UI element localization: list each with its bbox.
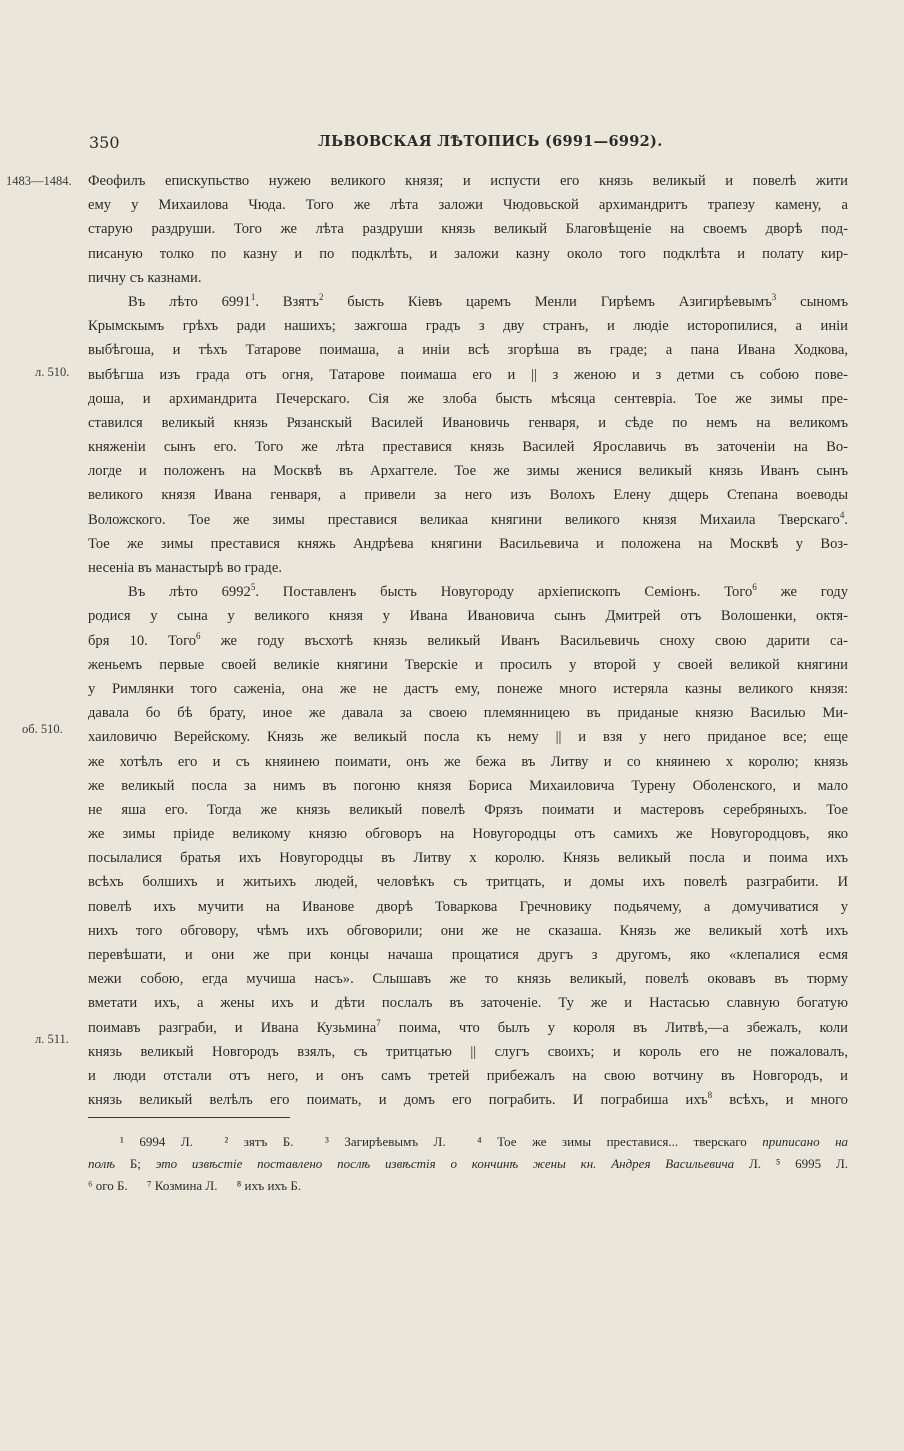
chronicle-text	[88, 169, 848, 1112]
text-line	[88, 1016, 848, 1040]
text-line: писаную толко по казну и по подклѣть, и заложи казну около того подклѣта и полату кир-	[88, 245, 848, 262]
text-line	[88, 290, 848, 314]
footnote: ⁵ 6995 Л.	[775, 1156, 849, 1171]
footnote-divider	[88, 1117, 290, 1118]
text-line: ставился великый князь Рязанскый Василей Ивановичь генваря, и сѣде по немъ на великомъ	[88, 414, 848, 431]
footnote-marker: 1	[250, 291, 256, 302]
text-span: же году въсхотѣ князь великый Иванъ Васильевичь сноху свою дарити са-	[200, 632, 848, 649]
margin-note-leaf: л. 510.	[35, 365, 70, 379]
text-line: же великый посла за нимъ въ погоню князя Бориса Михаиловича Турену Оболенского, и мало	[88, 777, 848, 794]
footnote: ⁷ Козмина Л.	[147, 1178, 218, 1193]
text-line: нихъ того обговору, чѣмъ ихъ обговорили; они же не сказаша. Князь же великый хотѣ ихъ	[88, 922, 848, 939]
text-line: перевѣшати, и они же при концы начаша прощатися другъ з другомъ, яко «клепалися есмя	[88, 947, 848, 963]
text-span: поимавъ разграби, и Ивана Кузьмина	[88, 1019, 377, 1036]
text-span: же году	[756, 584, 848, 601]
text-line: же зимы пріиде великому князю обговоръ на Новугородцы отъ самихъ же Новугородцовъ, яко	[88, 826, 848, 843]
text-span: .	[844, 511, 848, 528]
text-span: всѣхъ, и много	[712, 1092, 848, 1109]
text-line	[88, 580, 848, 604]
text-line: Феофилъ епискупьство нужею великого князя; и испусти его князь великый и повелѣ жити	[88, 173, 848, 189]
footnotes	[88, 1131, 848, 1197]
text-line: межи собою, егда мучиша насъ». Слышавъ же то князь великый, повелѣ оковавъ въ тюрму	[88, 971, 848, 988]
text-span: Въ лѣто 6992	[128, 584, 251, 601]
footnote: Б;	[129, 1156, 141, 1171]
text-line: доша, и архимандрита Печерскаго. Сія же злоба бысть мѣсяца сентевріа. Тое же зимы пре-	[88, 390, 848, 407]
footnote-marker: 3	[771, 291, 777, 302]
footnote-italic: полѣ	[88, 1156, 116, 1171]
text-line: несеніа въ манастырѣ во граде.	[88, 560, 282, 576]
footnote-marker: 6	[752, 582, 757, 593]
text-line: хаиловичю Верейскому. Князь же великый посла къ нему || и взя у него приданое все; еще	[88, 729, 848, 746]
text-line	[88, 508, 848, 532]
text-line: и люди отстали отъ него, и онъ самъ третей прибежалъ на свою вотчину въ Новгородъ, и	[88, 1067, 848, 1084]
footnote: ¹ 6994 Л.	[120, 1134, 193, 1149]
text-span: бысть Кіевъ царемъ Менли Гирѣемъ Азигирѣевымъ	[323, 293, 772, 310]
footnote-line	[88, 1153, 848, 1175]
footnote: ⁸ ихъ ихъ Б.	[236, 1178, 302, 1193]
text-line: же хотѣлъ его и съ княинею поимати, онъ же бежа въ Литву и со княинею х королю; князь	[88, 753, 848, 770]
text-line: вметати ихъ, а жены ихъ и дѣти послалъ въ заточеніе. Ту же и Настасью славную богатую	[88, 995, 848, 1012]
text-line: Тое же зимы преставися княжь Андрѣева княгини Васильевича и положена на Москвѣ у Воз-	[88, 535, 848, 552]
text-line: княженіи сынъ его. Того же лѣта преставися князь Василей Ярославичь въ заточеніи на Во-	[88, 439, 848, 456]
footnote-marker: 6	[196, 630, 201, 641]
footnote-line	[88, 1175, 848, 1197]
text-span: поима, что былъ у короля въ Литвѣ,—а збежалъ, коли	[380, 1019, 848, 1036]
footnote-italic: приписано на	[762, 1134, 849, 1149]
text-line: у Римлянки того саженіа, она же не дастъ ему, понеже много истеряла казны великого князя:	[88, 680, 848, 697]
text-line: давала бо бѣ брату, иное же давала за своею племянницею въ приданые князю Василью Ми-	[88, 705, 848, 722]
text-line: выбѣгоша, и тѣхъ Татарове поимаша, а иніи всѣ згорѣша въ граде; а пана Ивана Ходкова,	[88, 342, 848, 359]
page-header	[0, 133, 904, 155]
footnote-marker: 4	[839, 509, 845, 520]
footnote: Л.	[748, 1156, 762, 1171]
text-line: князь великый Новгородъ взялъ, съ тритцатью || слугъ своихъ; и король его не пожаловалъ,	[88, 1043, 848, 1060]
footnote: ² зятъ Б.	[224, 1134, 294, 1149]
footnote-italic: это извѣстіе поставлено послѣ извѣстія о кончинѣ жены кн. Андрея Васильевича	[155, 1156, 735, 1171]
footnote-marker: 2	[318, 291, 324, 302]
text-line: всѣхъ болшихъ и житьихъ людей, человѣкъ съ тритцать, и домы ихъ повелѣ разграбити. И	[88, 874, 848, 891]
text-line: великого князя Ивана генваря, а привели за него изъ Волохъ Елену дщерь Степана воеводы	[88, 487, 848, 504]
text-line: логде и положенъ на Москвѣ въ Архаггеле. Тое же зимы женися великый князь Иванъ сынъ	[88, 463, 848, 480]
text-span: бря 10. Того	[88, 632, 197, 649]
text-line: выбѣгша изъ града отъ огня, Татарове поимаша его и || з женою и з детми съ собою пове-	[88, 366, 848, 383]
text-span: . Взятъ	[255, 293, 319, 310]
text-line: повелѣ ихъ мучити на Иванове дворѣ Товаркова Гречновику подьячему, а домучиватися у	[88, 898, 848, 915]
text-span: . Поставленъ бысть Новугороду архіепископъ Семіонъ. Того	[255, 584, 753, 601]
text-line: родися у сына у великого князя у Ивана Ивановича сынъ Дмитрей отъ Волошенки, октя-	[88, 608, 848, 625]
footnote: ⁶ ого Б.	[88, 1178, 128, 1193]
footnote: ³ Загирѣевымъ Л.	[324, 1134, 446, 1149]
text-line: посылалися братья ихъ Новугородцы въ Литву х королю. Князь великый посла и поима ихъ	[88, 850, 848, 867]
text-line: старую раздруши. Того же лѣта раздруши князь великый Благовѣщеніе на своемъ дворѣ под-	[88, 221, 848, 238]
page-number: 350	[89, 133, 120, 152]
running-title: ЛЬВОВСКАЯ ЛѢТОПИСЬ (6991—6992).	[318, 133, 663, 150]
text-line	[88, 629, 848, 653]
footnote: ⁴ Тое же зимы преставися... тверскаго	[477, 1134, 747, 1149]
footnote-line	[88, 1131, 848, 1153]
margin-note-years: 1483—1484.	[6, 174, 72, 188]
margin-note-leaf: л. 511.	[35, 1032, 69, 1046]
footnote-marker: 8	[707, 1090, 713, 1101]
text-span: князь великый велѣлъ его поимать, и домъ его пограбить. И пограбиша ихъ	[88, 1092, 708, 1109]
footnote-marker: 7	[376, 1017, 381, 1028]
text-line: женьемъ первые своей великіе княгини Тверскіе и просилъ у второй у своей великой княгини	[88, 656, 848, 673]
text-span: Въ лѣто 6991	[128, 293, 251, 310]
footnote-marker: 5	[250, 582, 256, 593]
text-line: ему у Михаилова Чюда. Того же лѣта заложи Чюдовьской архимандритъ трапезу камену, а	[88, 197, 848, 214]
text-line: Крымскымъ грѣхъ ради нашихъ; зажгоша градъ з дву странъ, и людіе исторопилися, а иніи	[88, 318, 848, 335]
text-span: Воложского. Тое же зимы преставися великаа княгини великого князя Михаила Тверскаго	[88, 511, 840, 528]
text-span: сыномъ	[776, 293, 849, 310]
text-line	[88, 1088, 848, 1112]
text-line: не яша его. Тогда же князь великый повелѣ Фрязъ поимати и мастеровъ серебряныхъ. Тое	[88, 801, 848, 818]
text-line: пичну съ казнами.	[88, 269, 202, 286]
margin-note-leaf: об. 510.	[22, 722, 63, 736]
